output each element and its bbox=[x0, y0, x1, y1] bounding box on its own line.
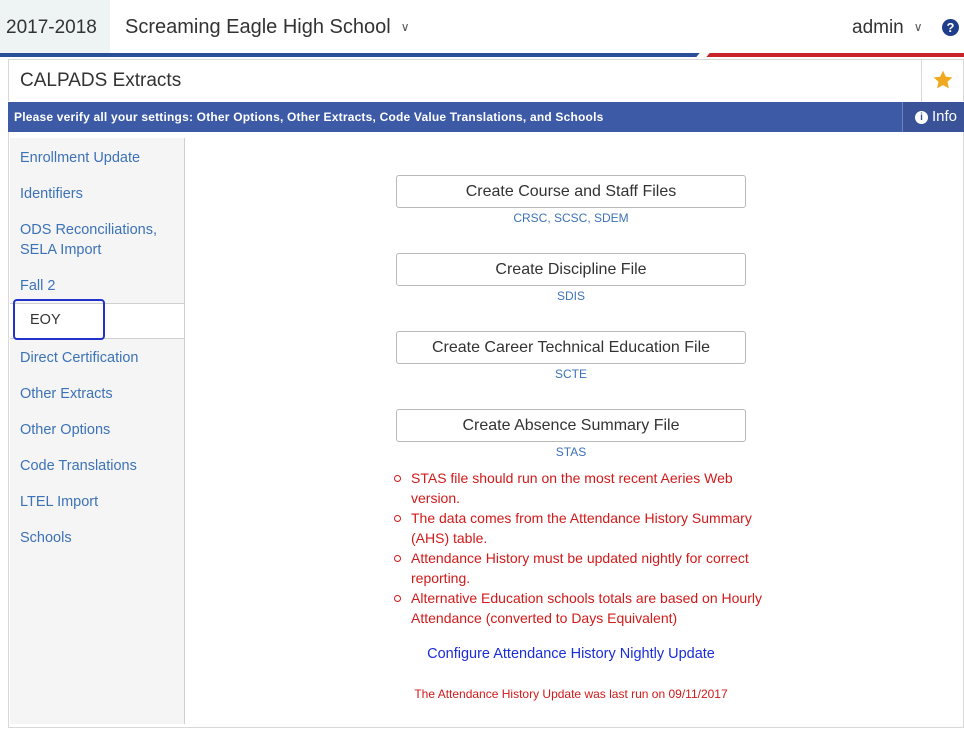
sidebar-item-sela-import[interactable]: SELA Import bbox=[20, 242, 102, 258]
sidebar-item-eoy[interactable]: EOY bbox=[30, 312, 61, 328]
info-icon: i bbox=[915, 111, 928, 124]
create-absence-summary-file-button[interactable]: Create Absence Summary File bbox=[396, 409, 746, 442]
settings-notice-bar bbox=[8, 102, 964, 132]
info-label: Info bbox=[932, 108, 958, 125]
top-bar bbox=[0, 0, 964, 55]
sidebar-item-other-options[interactable]: Other Options bbox=[20, 422, 111, 438]
sidebar-item-identifiers[interactable]: Identifiers bbox=[20, 186, 83, 202]
info-button[interactable] bbox=[902, 102, 964, 132]
list-item: The data comes from the Attendance History Summary (AHS) table. bbox=[390, 508, 770, 548]
chevron-down-icon: ∨ bbox=[913, 20, 923, 34]
sidebar-item-other-extracts[interactable]: Other Extracts bbox=[20, 386, 113, 402]
user-name: admin bbox=[852, 17, 904, 38]
sidebar-item-schools[interactable]: Schools bbox=[20, 530, 72, 546]
sidebar-item-ods-reconciliations[interactable]: ODS Reconciliations, bbox=[20, 222, 157, 238]
list-item: STAS file should run on the most recent Aeries Web version. bbox=[390, 468, 770, 508]
stas-notes-list bbox=[390, 468, 770, 628]
sidebar-item-fall-2[interactable]: Fall 2 bbox=[20, 278, 56, 294]
cte-file-codes: SCTE bbox=[554, 367, 587, 381]
list-item: Alternative Education schools totals are based on Hourly Attendance (converted to Days Equivalent) bbox=[390, 588, 770, 628]
focus-highlight bbox=[13, 299, 105, 340]
user-menu[interactable] bbox=[852, 0, 923, 55]
school-year-selector[interactable]: 2017-2018 bbox=[0, 0, 110, 55]
sidebar-item-code-translations[interactable]: Code Translations bbox=[20, 458, 137, 474]
page-title: CALPADS Extracts bbox=[20, 70, 182, 91]
list-item: Attendance History must be updated nightly for correct reporting. bbox=[390, 548, 770, 588]
star-icon bbox=[932, 69, 954, 91]
course-staff-file-codes: CRSC, SCSC, SDEM bbox=[513, 211, 629, 225]
sidebar-item-direct-certification[interactable]: Direct Certification bbox=[20, 350, 139, 366]
create-course-staff-files-button[interactable]: Create Course and Staff Files bbox=[396, 175, 746, 208]
brand-stripe-red bbox=[705, 53, 964, 57]
sidebar-item-ltel-import[interactable]: LTEL Import bbox=[20, 494, 99, 510]
favorite-button[interactable] bbox=[921, 60, 963, 102]
discipline-file-codes: SDIS bbox=[556, 289, 585, 303]
brand-stripe-blue bbox=[0, 53, 700, 57]
page-title-bar bbox=[8, 59, 964, 101]
school-selector[interactable] bbox=[125, 0, 410, 55]
chevron-down-icon: ∨ bbox=[400, 20, 410, 34]
help-icon[interactable]: ? bbox=[942, 19, 959, 36]
create-discipline-file-button[interactable]: Create Discipline File bbox=[396, 253, 746, 286]
settings-notice-text: Please verify all your settings: Other Options, Other Extracts, Code Value Translations, and Schools bbox=[14, 110, 604, 124]
absence-summary-file-codes: STAS bbox=[555, 445, 587, 459]
create-cte-file-button[interactable]: Create Career Technical Education File bbox=[396, 331, 746, 364]
last-run-status: The Attendance History Update was last run on 09/11/2017 bbox=[414, 687, 728, 701]
school-name: Screaming Eagle High School bbox=[125, 16, 391, 38]
configure-attendance-history-link[interactable]: Configure Attendance History Nightly Update bbox=[427, 646, 715, 662]
sidebar-item-enrollment-update[interactable]: Enrollment Update bbox=[20, 150, 141, 166]
